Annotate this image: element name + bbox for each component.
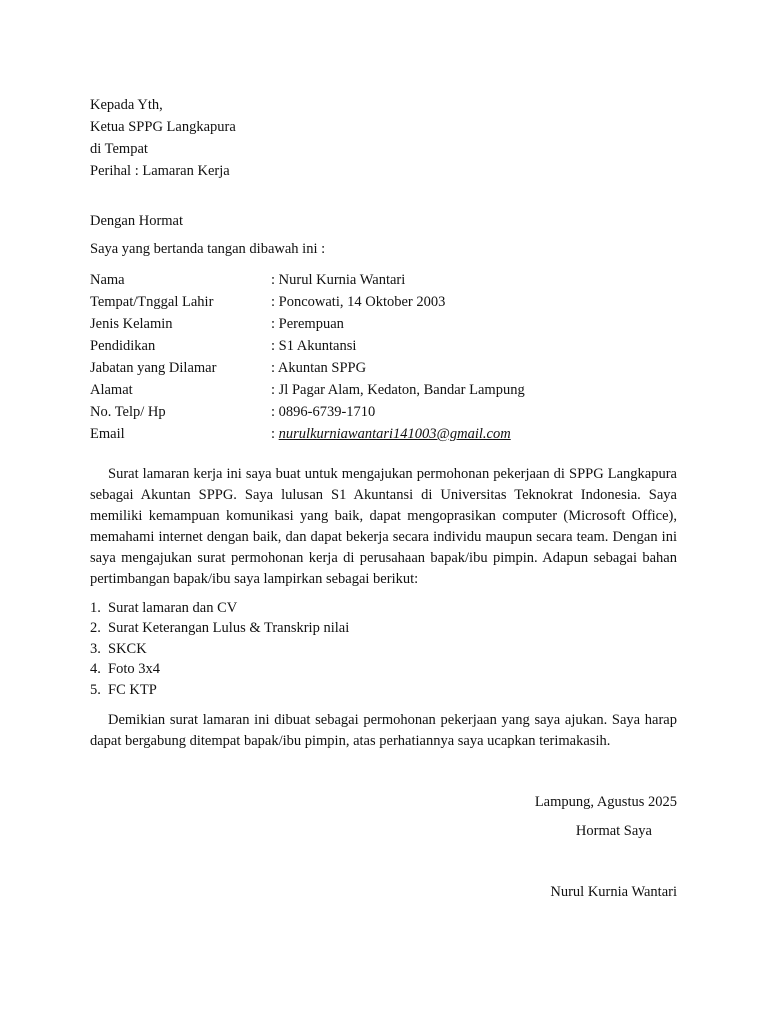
closing-paragraph: Demikian surat lamaran ini dibuat sebagai permohonan pekerjaan yang saya ajukan. Saya harap dapat bergabung ditempat bapak/ibu pimpin, atas perhatiannya saya ucapkan terimakasih.: [90, 712, 677, 749]
subject-line: Perihal : Lamaran Kerja: [90, 163, 230, 179]
addressee-location: di Tempat: [90, 141, 148, 157]
intro-text: Saya yang bertanda tangan dibawah ini :: [90, 241, 326, 257]
field-value-phone: : 0896-6739-1710: [271, 404, 376, 420]
field-value-position: : Akuntan SPPG: [271, 360, 367, 376]
field-label-email: Email: [90, 426, 125, 442]
field-label-education: Pendidikan: [90, 338, 156, 354]
list-item-number: 2.: [90, 620, 101, 636]
field-label-ttl: Tempat/Tnggal Lahir: [90, 294, 214, 310]
addressee-title: Ketua SPPG Langkapura: [90, 119, 236, 135]
list-item: FC KTP: [108, 682, 157, 698]
body-paragraph: Surat lamaran kerja ini saya buat untuk mengajukan permohonan pekerjaan di SPPG Langkapura sebagai Akuntan SPPG. Saya lulusan S1 Akuntansi di Universitas Teknokrat Indonesia. Saya memiliki kemampuan komunikasi yang baik, dapat mengoprasikan computer (Microsoft Office), memahami internet dengan baik, dan dapat bekerja secara individu maupun secara team. Dengan ini saya mengajukan surat permohonan kerja di perusahaan bapak/ibu pimpin. Adapun sebagai bahan pertimbangan bapak/ibu saya lampirkan sebagai berikut:: [90, 466, 677, 587]
list-item-number: 4.: [90, 661, 101, 677]
email-colon: :: [271, 426, 279, 442]
addressee-line: Kepada Yth,: [90, 97, 163, 113]
list-item: Surat lamaran dan CV: [108, 600, 238, 616]
list-item: Foto 3x4: [108, 661, 160, 677]
list-item-number: 1.: [90, 600, 101, 616]
closing-salutation: Hormat Saya: [575, 823, 652, 839]
email-link[interactable]: nurulkurniawantari141003@gmail.com: [278, 426, 511, 442]
list-item-number: 3.: [90, 641, 101, 657]
field-value-address: : Jl Pagar Alam, Kedaton, Bandar Lampung: [271, 382, 525, 398]
signer-name: Nurul Kurnia Wantari: [550, 884, 677, 900]
list-item-number: 5.: [90, 682, 101, 698]
field-value-ttl: : Poncowati, 14 Oktober 2003: [271, 294, 446, 310]
list-item: Surat Keterangan Lulus & Transkrip nilai: [108, 620, 350, 636]
field-label-nama: Nama: [90, 272, 125, 288]
field-value-gender: : Perempuan: [271, 316, 344, 332]
field-label-address: Alamat: [90, 382, 133, 398]
field-value-email-row: [271, 424, 511, 444]
field-label-phone: No. Telp/ Hp: [90, 404, 166, 420]
field-value-nama: : Nurul Kurnia Wantari: [271, 272, 406, 288]
field-value-education: : S1 Akuntansi: [271, 338, 357, 354]
place-date: Lampung, Agustus 2025: [534, 794, 677, 810]
list-item: SKCK: [108, 641, 147, 657]
field-label-position: Jabatan yang Dilamar: [90, 360, 217, 376]
field-label-gender: Jenis Kelamin: [90, 316, 173, 332]
greeting: Dengan Hormat: [90, 213, 184, 229]
